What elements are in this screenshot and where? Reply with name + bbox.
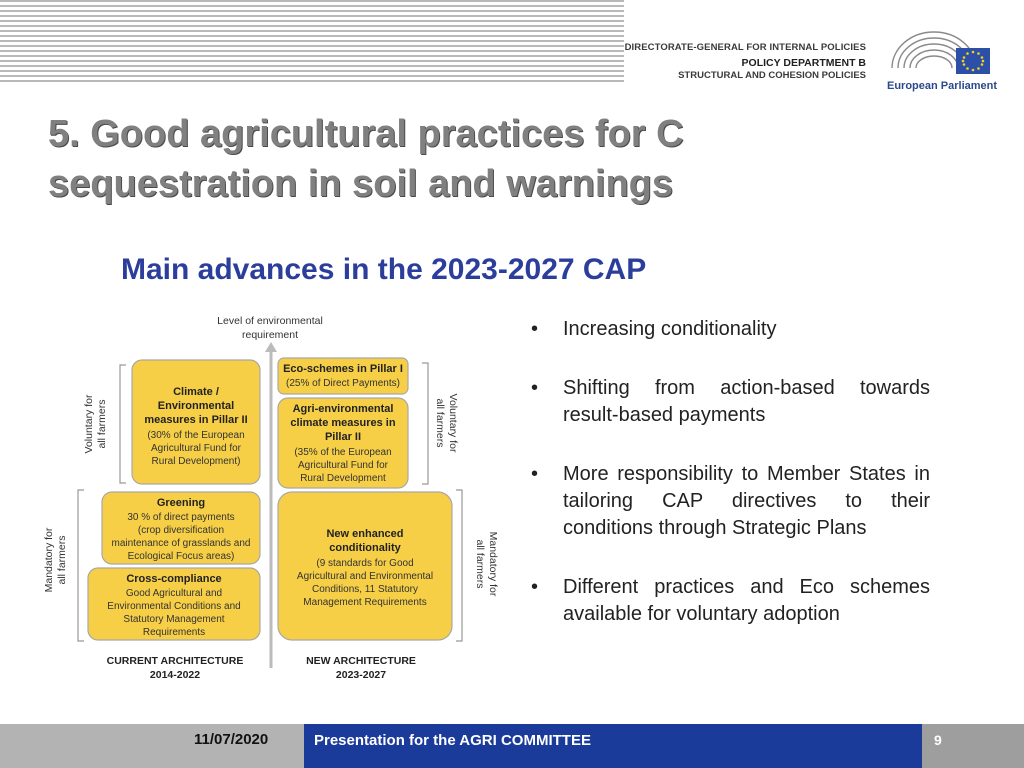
svg-text:(35% of the European: (35% of the European <box>294 447 392 458</box>
cross-compliance-box <box>88 568 260 640</box>
svg-text:(9 standards for Good: (9 standards for Good <box>316 558 414 569</box>
svg-text:Pillar II: Pillar II <box>324 431 362 443</box>
svg-text:all farmers: all farmers <box>96 399 108 449</box>
svg-text:Agri-environmental: Agri-environmental <box>292 403 394 415</box>
title-line-1: 5. Good agricultural practices for C <box>48 113 684 155</box>
svg-text:30 % of direct payments: 30 % of direct payments <box>127 512 235 523</box>
svg-text:Environmental: Environmental <box>157 400 235 412</box>
footer-presentation-label: Presentation for the AGRI COMMITTEE <box>314 732 591 749</box>
svg-text:Greening: Greening <box>156 497 206 509</box>
greening-box <box>102 492 260 564</box>
svg-text:Mandatory for: Mandatory for <box>487 531 499 597</box>
list-item <box>528 375 930 429</box>
svg-text:Rural Development: Rural Development <box>300 473 386 484</box>
svg-text:Environmental Conditions and: Environmental Conditions and <box>107 601 241 612</box>
current-architecture-label: CURRENT ARCHITECTURE <box>106 655 244 667</box>
list-item <box>528 316 930 343</box>
directorate-label: DIRECTORATE-GENERAL FOR INTERNAL POLICIES <box>624 42 866 53</box>
svg-text:New enhanced: New enhanced <box>326 528 404 540</box>
new-architecture-years: 2023-2027 <box>335 669 387 681</box>
climate-measures-box <box>132 360 260 484</box>
bullet-list <box>528 316 930 660</box>
svg-text:Ecological Focus areas): Ecological Focus areas) <box>127 551 235 562</box>
svg-text:Agricultural Fund for: Agricultural Fund for <box>150 443 242 454</box>
bullet-icon: • <box>531 463 539 485</box>
bullet-icon: • <box>531 377 539 399</box>
bullet-text: Increasing conditionality <box>563 318 777 340</box>
svg-text:(crop diversification: (crop diversification <box>137 525 225 536</box>
page-number: 9 <box>934 732 942 748</box>
department-label: POLICY DEPARTMENT B <box>741 57 866 69</box>
bullet-icon: • <box>531 318 539 340</box>
svg-text:Cross-compliance: Cross-compliance <box>126 573 222 585</box>
left-mandatory-bracket <box>78 490 84 641</box>
department-header <box>625 42 866 81</box>
svg-text:Mandatory for: Mandatory for <box>43 527 55 593</box>
axis-label-line-2: requirement <box>241 329 299 341</box>
svg-text:Requirements: Requirements <box>142 627 206 638</box>
page-title <box>48 109 948 209</box>
right-voluntary-bracket <box>422 363 428 484</box>
european-parliament-name: European Parliament <box>887 80 998 92</box>
current-architecture-years: 2014-2022 <box>149 669 201 681</box>
list-item <box>528 574 930 628</box>
left-mandatory-label <box>43 527 68 592</box>
right-mandatory-label <box>474 532 499 597</box>
policies-label: STRUCTURAL AND COHESION POLICIES <box>678 70 866 81</box>
svg-text:all farmers: all farmers <box>474 539 486 589</box>
bullet-text: Shifting from action-based towards result-based payments <box>563 377 930 426</box>
left-voluntary-label <box>83 394 108 453</box>
right-mandatory-bracket <box>456 490 462 641</box>
footer-date: 11/07/2020 <box>194 731 269 748</box>
svg-text:Statutory Management: Statutory Management <box>123 614 225 625</box>
svg-text:Voluntary for: Voluntary for <box>83 394 95 454</box>
bullet-text: More responsibility to Member States in tailoring CAP directives to their conditions through Strategic Plans <box>563 463 930 539</box>
svg-text:Rural Development): Rural Development) <box>151 456 241 467</box>
agri-environmental-box <box>278 398 408 488</box>
bullet-icon: • <box>531 576 539 598</box>
footer-presentation-panel <box>304 724 922 768</box>
svg-text:Eco-schemes in Pillar I: Eco-schemes in Pillar I <box>283 363 403 375</box>
header-stripes <box>0 0 624 84</box>
svg-text:(30% of the European: (30% of the European <box>147 430 245 441</box>
svg-text:Agricultural and Environmental: Agricultural and Environmental <box>296 571 434 582</box>
svg-text:Climate /: Climate / <box>173 386 219 398</box>
svg-text:measures in Pillar II: measures in Pillar II <box>144 414 248 426</box>
left-voluntary-bracket <box>120 365 126 483</box>
axis-label-line-1: Level of environmental <box>217 315 323 327</box>
new-architecture-label: NEW ARCHITECTURE <box>306 655 416 667</box>
right-voluntary-label <box>434 394 459 453</box>
svg-text:climate measures in: climate measures in <box>290 417 396 429</box>
slide-subtitle: Main advances in the 2023-2027 CAP <box>121 253 647 286</box>
bullet-text: Different practices and Eco schemes available for voluntary adoption <box>563 576 930 625</box>
svg-text:all farmers: all farmers <box>56 535 68 585</box>
svg-text:Voluntary for: Voluntary for <box>447 393 459 453</box>
list-item <box>528 461 930 542</box>
cap-architecture-diagram <box>40 308 510 688</box>
svg-text:conditionality: conditionality <box>329 542 401 554</box>
svg-text:Good Agricultural and: Good Agricultural and <box>125 588 223 599</box>
svg-text:Conditions, 11 Statutory: Conditions, 11 Statutory <box>312 584 418 595</box>
svg-text:Agricultural Fund for: Agricultural Fund for <box>297 460 389 471</box>
title-line-2: sequestration in soil and warnings <box>48 163 673 205</box>
svg-text:maintenance of grasslands and: maintenance of grasslands and <box>111 538 251 549</box>
axis-arrow-icon <box>265 342 277 352</box>
svg-text:all farmers: all farmers <box>434 398 446 448</box>
footer-page-panel <box>922 724 1024 768</box>
svg-text:Management Requirements: Management Requirements <box>303 597 427 608</box>
eco-schemes-box <box>278 358 408 394</box>
svg-text:(25% of Direct Payments): (25% of Direct Payments) <box>286 378 400 389</box>
new-conditionality-box <box>278 492 452 640</box>
